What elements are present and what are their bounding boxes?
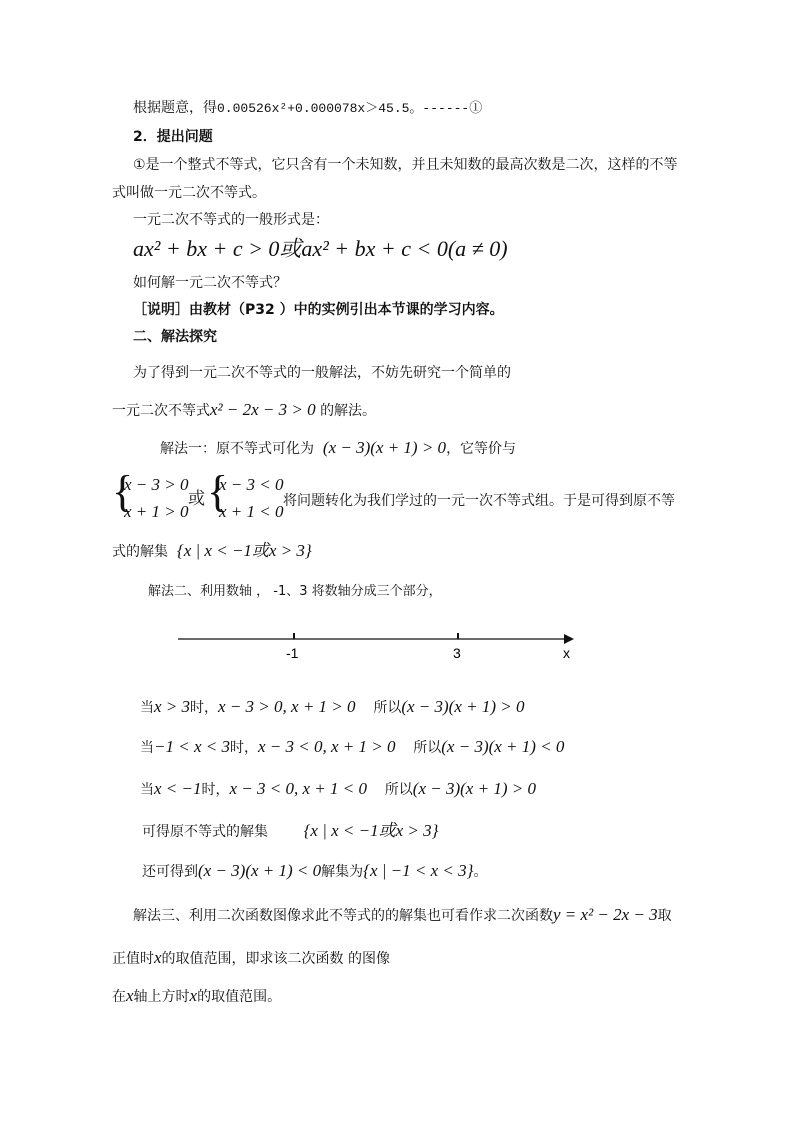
text: 的取值范围，即求该二次函数 的图像 [161, 951, 390, 967]
paragraph-line: 将问题转化为我们学过的一元一次不等式组。于是可得到原不等 [283, 493, 675, 509]
case-word: 时， [229, 740, 258, 756]
method-one-label: 解法一：原不等式可化为 [160, 441, 314, 457]
case-word: 所以 [413, 740, 442, 756]
solution-label: 解集为 [321, 864, 364, 880]
text: 正值时 [112, 951, 154, 967]
solution-label: 可得原不等式的解集 [142, 824, 268, 840]
example-text: 一元二次不等式 [112, 403, 210, 419]
period: 。 [473, 864, 488, 880]
quadratic-function: y = x² − 2x − 3 [553, 905, 658, 924]
case-signs: x − 3 < 0, x + 1 > 0 [257, 737, 396, 756]
text: 的取值范围。 [197, 989, 282, 1005]
system-one-row: x − 3 > 0 [124, 475, 189, 494]
variable: x [189, 986, 198, 1005]
case-signs: x − 3 > 0, x + 1 > 0 [218, 697, 356, 716]
solution-line [112, 541, 312, 562]
method-one-line [160, 438, 516, 459]
solution-set: {x | x < −1或x > 3} [303, 821, 439, 840]
method-three-text: 取 [657, 908, 672, 924]
case-signs: x − 3 < 0, x + 1 < 0 [229, 779, 367, 798]
intro-formula: 0.00526x²+0.000078x＞45.5。------① [217, 101, 483, 116]
paragraph-line: 式叫做一元二次不等式。 [112, 185, 266, 201]
paragraph-line [112, 948, 390, 969]
case-condition: x < −1 [154, 779, 202, 798]
general-form-formula: ax² + bx + c > 0或ax² + bx + c < 0(a ≠ 0) [133, 236, 508, 261]
method-three-line [133, 905, 672, 926]
method-two-line: 解法二、利用数轴 ， -1、3 将数轴分成三个部分， [148, 584, 442, 599]
case-result: (x − 3)(x + 1) > 0 [412, 779, 536, 798]
example-inequality: x² − 2x − 3 > 0 [210, 400, 316, 419]
left-brace: { [112, 467, 134, 516]
paragraph-line: ①是一个整式不等式，它只含有一个未知数，并且未知数的最高次数是二次，这样的不等 [133, 157, 678, 173]
case-result: (x − 3)(x + 1) < 0 [441, 737, 565, 756]
inequality-expression: (x − 3)(x + 1) < 0 [198, 861, 322, 880]
method-one-tail: ，它等价与 [446, 441, 517, 457]
intro-text: 根据题意，得 [133, 100, 217, 116]
case-line [140, 697, 524, 718]
solution-label: 式的解集 [112, 544, 168, 560]
solution-line [142, 861, 487, 882]
case-word: 时， [190, 700, 219, 716]
tick-label: -1 [286, 645, 299, 661]
case-word: 当 [140, 740, 154, 756]
case-word: 当 [140, 700, 154, 716]
system-two-row: x − 3 < 0 [219, 475, 284, 494]
case-line [140, 737, 564, 758]
case-result: (x − 3)(x + 1) > 0 [401, 697, 525, 716]
solution-label: 还可得到 [142, 864, 198, 880]
case-condition: x > 3 [154, 697, 191, 716]
method-three-text: 解法三、利用二次函数图像求此不等式的的解集也可看作求二次函数 [133, 908, 553, 924]
section-heading-3: 二、解法探究 [133, 329, 217, 345]
system-two-row: x + 1 < 0 [219, 502, 284, 521]
paragraph-line: 为了得到一元二次不等式的一般解法，不妨先研究一个简单的 [133, 365, 511, 381]
variable: x [126, 986, 134, 1005]
note-line: ［说明］由教材（P32 ）中的实例引出本节课的学习内容。 [133, 302, 504, 318]
section-heading-2: 2．提出问题 [133, 129, 213, 145]
text: 轴上方时 [133, 989, 190, 1005]
case-word: 所以 [373, 700, 402, 716]
example-text-tail: 的解法。 [320, 403, 377, 419]
case-condition: −1 < x < 3 [154, 737, 230, 756]
text: 在 [112, 989, 126, 1005]
variable: x [154, 948, 162, 967]
tick-label: 3 [453, 645, 461, 661]
case-line [140, 779, 536, 800]
system-one-row: x + 1 > 0 [124, 502, 189, 521]
case-word: 当 [140, 782, 154, 798]
case-word: 时， [201, 782, 230, 798]
example-line [112, 400, 376, 421]
axis-arrow [564, 634, 574, 644]
case-word: 所以 [384, 782, 413, 798]
paragraph-line [112, 986, 281, 1007]
left-brace: { [207, 467, 229, 516]
solution-set: {x | x < −1或x > 3} [176, 541, 312, 560]
inequality-systems [112, 467, 312, 528]
method-one-factored: (x − 3)(x + 1) > 0 [322, 438, 447, 457]
solution-set: {x | −1 < x < 3} [363, 861, 474, 880]
solution-line [142, 821, 438, 842]
question-line: 如何解一元二次不等式？ [133, 275, 287, 291]
axis-variable-label: x [563, 645, 570, 661]
paragraph-line: 一元二次不等式的一般形式是： [133, 212, 329, 228]
or-word: 或 [188, 489, 205, 509]
intro-line [133, 98, 482, 119]
number-line [176, 628, 586, 664]
